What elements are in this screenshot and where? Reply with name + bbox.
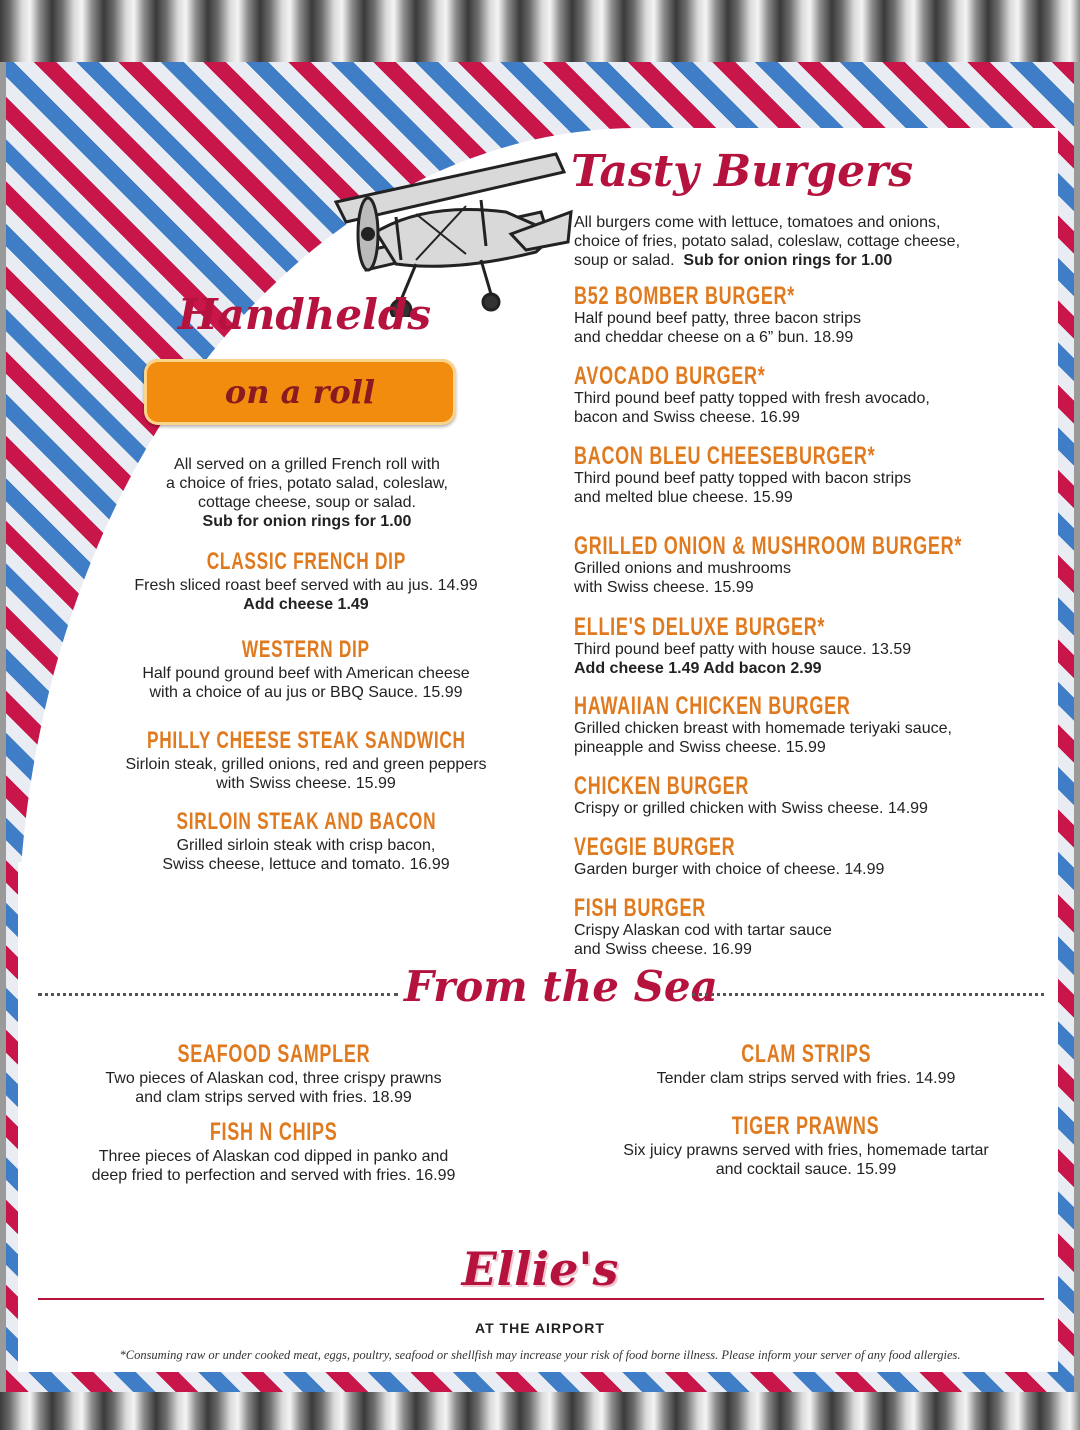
item-desc: Tender clam strips served with fries. 14.99	[656, 1070, 956, 1087]
menu-item	[574, 894, 1044, 959]
item-name: FISH BURGER	[574, 894, 706, 922]
menu-item	[574, 532, 1044, 597]
item-desc: with a choice of au jus or BBQ Sauce. 15.99	[149, 684, 463, 701]
item-name: FISH N CHIPS	[209, 1118, 338, 1146]
item-desc: with Swiss cheese. 15.99	[216, 775, 396, 792]
item-desc: pineapple and Swiss cheese. 15.99	[574, 739, 826, 756]
item-name: B52 BOMBER BURGER*	[574, 282, 795, 310]
sea-title: From the Sea	[404, 962, 718, 1011]
menu-item	[76, 727, 536, 793]
badge-label: on a roll	[224, 373, 376, 411]
item-name: WESTERN DIP	[242, 636, 370, 663]
logo-rule	[38, 1298, 1044, 1300]
item-desc: bacon and Swiss cheese. 16.99	[574, 409, 800, 426]
intro-sub: Sub for onion rings for 1.00	[202, 513, 412, 530]
item-name: PHILLY CHEESE STEAK SANDWICH	[146, 727, 466, 754]
item-desc: Grilled onions and mushrooms	[574, 560, 791, 577]
item-desc: Half pound beef patty, three bacon strips	[574, 310, 861, 327]
intro-line: choice of fries, potato salad, coleslaw, cottage cheese,	[574, 233, 961, 250]
item-name: CLASSIC FRENCH DIP	[206, 548, 406, 575]
item-desc: and Swiss cheese. 16.99	[574, 941, 752, 958]
item-desc: Third pound beef patty topped with fresh avocado,	[574, 390, 930, 407]
item-desc: Garden burger with choice of cheese. 14.99	[574, 861, 885, 878]
intro-line: a choice of fries, potato salad, coleslaw,	[166, 475, 448, 492]
item-desc: Add cheese 1.49	[243, 596, 369, 613]
menu-item	[86, 808, 526, 874]
menu-item	[86, 636, 526, 702]
item-desc: Fresh sliced roast beef served with au jus. 14.99	[134, 577, 478, 594]
divider-dotted-left	[38, 993, 398, 996]
menu-item	[86, 548, 526, 614]
on-a-roll-badge	[144, 359, 456, 425]
item-desc: and cocktail sauce. 15.99	[715, 1161, 897, 1178]
item-desc: deep fried to perfection and served with fries. 16.99	[91, 1167, 456, 1184]
menu-item	[574, 362, 1044, 427]
burgers-intro	[574, 213, 1044, 270]
item-desc: with Swiss cheese. 15.99	[574, 579, 754, 596]
item-desc: Crispy Alaskan cod with tartar sauce	[574, 922, 832, 939]
intro-line: soup or salad.	[574, 252, 675, 269]
menu-item	[586, 1040, 1026, 1088]
item-name: ELLIE'S DELUXE BURGER*	[574, 613, 826, 641]
menu-item	[51, 1118, 496, 1185]
item-desc: and clam strips served with fries. 18.99	[135, 1089, 412, 1106]
intro-sub: Sub for onion rings for 1.00	[683, 252, 893, 269]
metal-frame-top	[0, 0, 1080, 62]
menu-item	[574, 833, 1044, 879]
menu-item	[574, 692, 1044, 757]
item-desc: Third pound beef patty topped with bacon strips	[574, 470, 912, 487]
item-desc: Crispy or grilled chicken with Swiss cheese. 14.99	[574, 800, 928, 817]
ellies-logo: Ellie's	[461, 1242, 619, 1296]
item-desc: Six juicy prawns served with fries, homemade tartar	[623, 1142, 989, 1159]
logo-tagline: AT THE AIRPORT	[475, 1320, 605, 1336]
handhelds-title: Handhelds	[178, 290, 432, 339]
item-desc: Third pound beef patty with house sauce. 13.59	[574, 641, 912, 658]
item-name: GRILLED ONION & MUSHROOM BURGER*	[574, 532, 963, 560]
intro-line: cottage cheese, soup or salad.	[198, 494, 416, 511]
item-desc: Two pieces of Alaskan cod, three crispy prawns	[105, 1070, 442, 1087]
item-name: AVOCADO BURGER*	[574, 362, 766, 390]
item-name: SEAFOOD SAMPLER	[177, 1040, 370, 1068]
menu-item	[574, 282, 1044, 347]
divider-dotted-right	[692, 993, 1044, 996]
item-desc: Add cheese 1.49 Add bacon 2.99	[574, 660, 822, 677]
item-name: CHICKEN BURGER	[574, 772, 750, 800]
item-desc: and melted blue cheese. 15.99	[574, 489, 793, 506]
menu-page	[6, 62, 1074, 1392]
menu-item	[574, 442, 1044, 507]
item-name: TIGER PRAWNS	[732, 1112, 880, 1140]
burgers-title: Tasty Burgers	[571, 146, 914, 197]
handhelds-intro	[102, 455, 512, 531]
item-name: HAWAIIAN CHICKEN BURGER	[574, 692, 851, 720]
menu-item	[574, 772, 1044, 818]
item-desc: Grilled chicken breast with homemade teriyaki sauce,	[574, 720, 952, 737]
metal-frame-bottom	[0, 1392, 1080, 1430]
item-desc: Half pound ground beef with American cheese	[142, 665, 470, 682]
item-desc: and cheddar cheese on a 6” bun. 18.99	[574, 329, 854, 346]
item-desc: Three pieces of Alaskan cod dipped in panko and	[98, 1148, 449, 1165]
item-name: CLAM STRIPS	[741, 1040, 871, 1068]
menu-item	[586, 1112, 1026, 1179]
item-name: VEGGIE BURGER	[574, 833, 736, 861]
item-desc: Sirloin steak, grilled onions, red and green peppers	[125, 756, 487, 773]
item-name: BACON BLEU CHEESEBURGER*	[574, 442, 876, 470]
item-desc: Swiss cheese, lettuce and tomato. 16.99	[162, 856, 450, 873]
menu-item	[56, 1040, 491, 1107]
item-name: SIRLOIN STEAK AND BACON	[176, 808, 436, 835]
intro-line: All burgers come with lettuce, tomatoes and onions,	[574, 214, 941, 231]
menu-item	[574, 613, 1044, 678]
allergy-disclaimer: *Consuming raw or under cooked meat, eggs, poultry, seafood or shellfish may increase your risk of food borne illness. Please inform your server of any food allergies.	[119, 1348, 961, 1362]
intro-line: All served on a grilled French roll with	[174, 456, 440, 473]
item-desc: Grilled sirloin steak with crisp bacon,	[176, 837, 436, 854]
